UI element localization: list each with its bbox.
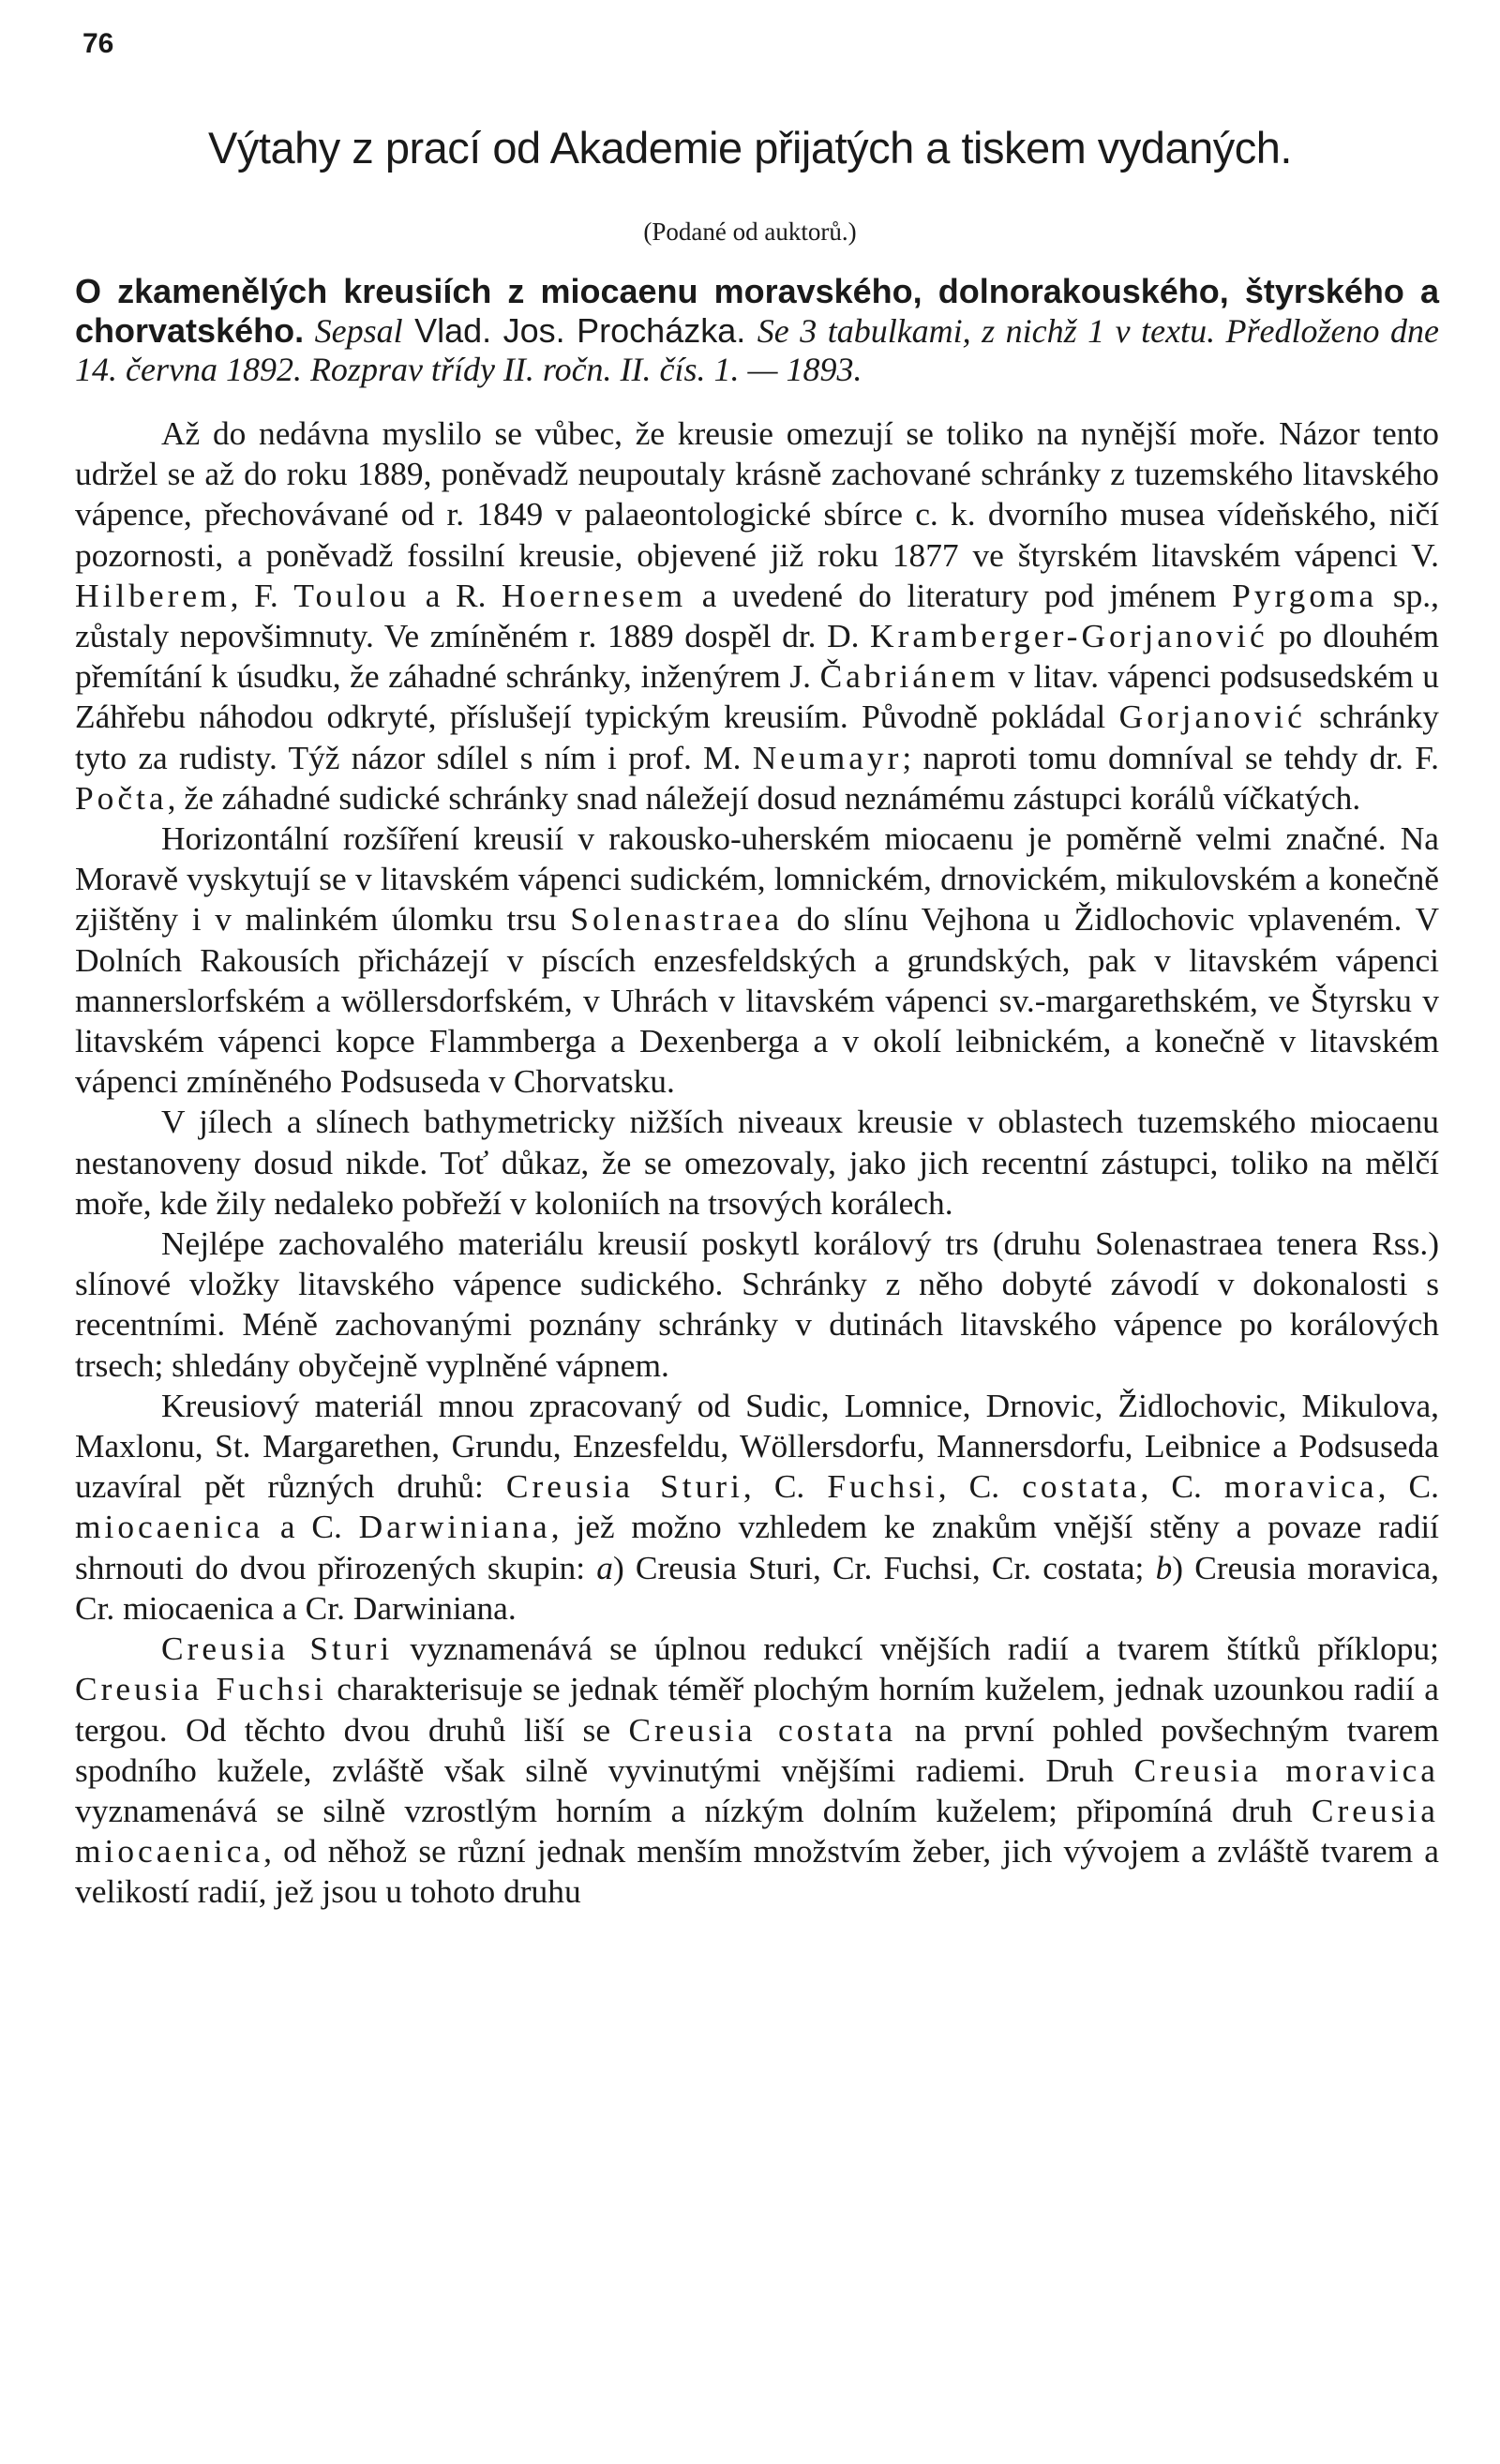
paragraph-2 <box>75 819 1439 1102</box>
paragraph-text: ) Creusia moravica, Cr. miocaenica a Cr. Darwiniana. <box>75 1548 1439 1627</box>
paragraph-text: Horizontální rozšíření kreusií v rakousko-uherském miocaenu je poměrně velmi značné. Na Moravě vyskytují se v litavském vápenci sudickém, lomnickém, drnovickém, mikulovském a konečně zjištěny i v malinkém úlomku trsu <box>75 819 1439 939</box>
emphasized-name: Počta <box>75 778 168 817</box>
emphasized-name: Toulou <box>293 576 411 614</box>
emphasized-name: Čabriánem <box>819 657 999 696</box>
article <box>75 272 1439 1913</box>
paragraph-text: , že záhadné sudické schránky snad náležejí dosud neznámému zástupci korálů víčkatých. <box>167 778 1361 817</box>
emphasized-name: Solenastraea <box>570 900 784 939</box>
paragraph-text: po dlouhém přemítání k úsudku, že záhadné schránky, inženýrem J. <box>75 617 1439 696</box>
emphasized-name: Neumayr <box>752 738 903 776</box>
emphasized-name: Creusia Sturi <box>505 1467 743 1506</box>
emphasized-name: Gorjanović <box>1118 698 1306 736</box>
paragraph-text: V jílech a slínech bathymetricky nižších niveaux kreusie v oblastech tuzemského miocaenu nestanoveny dosud nikde. Toť důkaz, že se omezovaly, jako jich recentní zástupci, toliko na mělčí moře, kde žily nedaleko pobřeží v koloniích na trsových korálech. <box>75 1103 1439 1222</box>
paragraph-text: charakterisuje se jednak téměř plochým horním kuželem, jednak uzounkou radií a tergou. Od těchto dvou druhů liší se <box>75 1670 1439 1749</box>
paragraph-text: ) Creusia Sturi, Cr. Fuchsi, Cr. costata; <box>612 1548 1156 1586</box>
emphasized-name: Fuchsi <box>827 1467 938 1506</box>
paragraph-text: , od něhož se různí jednak menším množstvím žeber, jich vývojem a zvláště tvarem a velikostí radií, jež jsou u tohoto druhu <box>75 1832 1439 1911</box>
paragraph-text: vyznamenává se silně vzrostlým horním a nízkým dolním kuželem; připomíná druh <box>75 1791 1312 1829</box>
emphasized-name: Hoernesem <box>502 576 687 614</box>
emphasized-name: Creusia Fuchsi <box>75 1670 327 1708</box>
list-marker: a <box>596 1548 613 1586</box>
paragraph-text: , C. <box>1140 1467 1224 1506</box>
paragraph-3 <box>75 1102 1439 1224</box>
paragraph-text: v litav. vápenci podsusedském u Záhřebu náhodou odkryté, příslušejí typickým kreusiím. Původně pokládal <box>75 657 1439 736</box>
paragraph-text: sp., zůstaly nepovšimnuty. Ve zmíněném r. 1889 dospěl dr. D. <box>75 576 1439 655</box>
article-title: O zkamenělých kreusiích z miocaenu moravského, dolnorakouského, štyrského a chorvatského. <box>75 272 1439 350</box>
article-citation: Se 3 tabulkami, z nichž 1 v textu. Předloženo dne 14. června 1892. Rozprav třídy II. ročn. II. čís. 1. — 1893. <box>75 312 1439 388</box>
emphasized-name: Creusia costata <box>628 1710 897 1749</box>
paragraph-text: Kreusiový materiál mnou zpracovaný od Sudic, Lomnice, Drnovic, Židlochovic, Mikulova, Maxlonu, St. Margarethen, Grundu, Enzesfeldu, Wöllersdorfu, Mannersdorfu, Leibnice a Podsuseda uzavíral pět různých druhů: <box>75 1386 1439 1506</box>
emphasized-name: miocaenica <box>75 1508 264 1546</box>
paragraph-text: Nejlépe zachovalého materiálu kreusií poskytl korálový trs (druhu Solenastraea tenera Rss.) slínové vložky litavského vápence sudického. Schránky z něho dobyté závodí v dokonalosti s recentními. Méně zachovanými poznány schránky v dutinách litavského vápence po korálových trsech; shledány obyčejně vyplněné vápnem. <box>75 1224 1439 1384</box>
paragraph-text: a C. <box>263 1508 359 1546</box>
paragraph-text: schránky tyto za rudisty. Týž názor sdílel s ním i prof. M. <box>75 698 1439 776</box>
paragraph-text: , jež možno vzhledem ke znakům vnější stěny a povaze radií shrnouti do dvou přirozených skupin: <box>75 1508 1439 1586</box>
article-authors: Vlad. Jos. Procházka. <box>402 311 758 350</box>
paragraph-text: do slínu Vejhona u Židlochovic vplaveném. V Dolních Rakousích přicházejí v píscích enzesfeldských a grundských, pak v litavském vápenci mannerslorfském a wöllersdorfském, v Uhrách v litavském vápenci sv.-margarethském, ve Štyrsku v litavském vápenci kopce Flammberga a Dexenberga a v okolí leibnickém, a konečně v litavském vápenci zmíněného Podsuseda v Chorvatsku. <box>75 900 1440 1101</box>
emphasized-name: Hilberem <box>75 576 231 614</box>
emphasized-name: moravica <box>1223 1467 1378 1506</box>
paragraph-5 <box>75 1386 1439 1629</box>
paragraph-text: na první pohled povšechným tvarem spodního kužele, zvláště však silně vyvinutými vnějšími radiemi. Druh <box>75 1710 1439 1789</box>
paragraph-text: a uvedené do literatury pod jménem <box>686 576 1233 614</box>
paragraph-text: a R. <box>410 576 502 614</box>
article-author-prefix: Sepsal <box>314 312 403 350</box>
paragraph-6 <box>75 1629 1439 1912</box>
paragraph-4 <box>75 1224 1439 1386</box>
paragraph-text: , C. <box>938 1467 1023 1506</box>
paragraph-text: ; naproti tomu domníval se tehdy dr. F. <box>902 738 1439 776</box>
section-heading: Výtahy z prací od Akademie přijatých a tiskem vydaných. <box>208 123 1292 173</box>
emphasized-name: Creusia moravica <box>1133 1750 1439 1789</box>
emphasized-name: Kramberger-Gorjanović <box>870 617 1268 655</box>
paragraph-text: , C. <box>742 1467 828 1506</box>
list-marker: b <box>1155 1548 1173 1586</box>
article-header <box>75 272 1439 389</box>
emphasized-name: costata <box>1022 1467 1141 1506</box>
paragraph-1 <box>75 413 1439 819</box>
paragraph-text: Až do nedávna myslilo se vůbec, že kreusie omezují se toliko na nynější moře. Názor tento udržel se až do roku 1889, poněvadž neupoutaly krásně zachované schránky z tuzemského litavského vápence, přechovávané od r. 1849 v palaeontologické sbírce c. k. dvorního musea vídeňského, ničí pozornosti, a poněvadž fossilní kreusie, objevené již roku 1877 ve štyrském litavském vápenci V. <box>75 414 1439 574</box>
emphasized-name: Creusia miocaenica <box>75 1791 1439 1871</box>
paragraph-text: vyznamenává se úplnou redukcí vnějších radií a tvarem štítků příklopu; <box>393 1630 1439 1668</box>
emphasized-name: Creusia Sturi <box>161 1630 394 1668</box>
emphasized-name: Darwiniana <box>358 1508 551 1546</box>
paragraph-text: , C. <box>1377 1467 1439 1506</box>
emphasized-name: Pyrgoma <box>1232 576 1378 614</box>
paragraph-text: , F. <box>230 576 294 614</box>
page-number: 76 <box>82 28 114 59</box>
section-note: (Podané od auktorů.) <box>643 218 857 246</box>
